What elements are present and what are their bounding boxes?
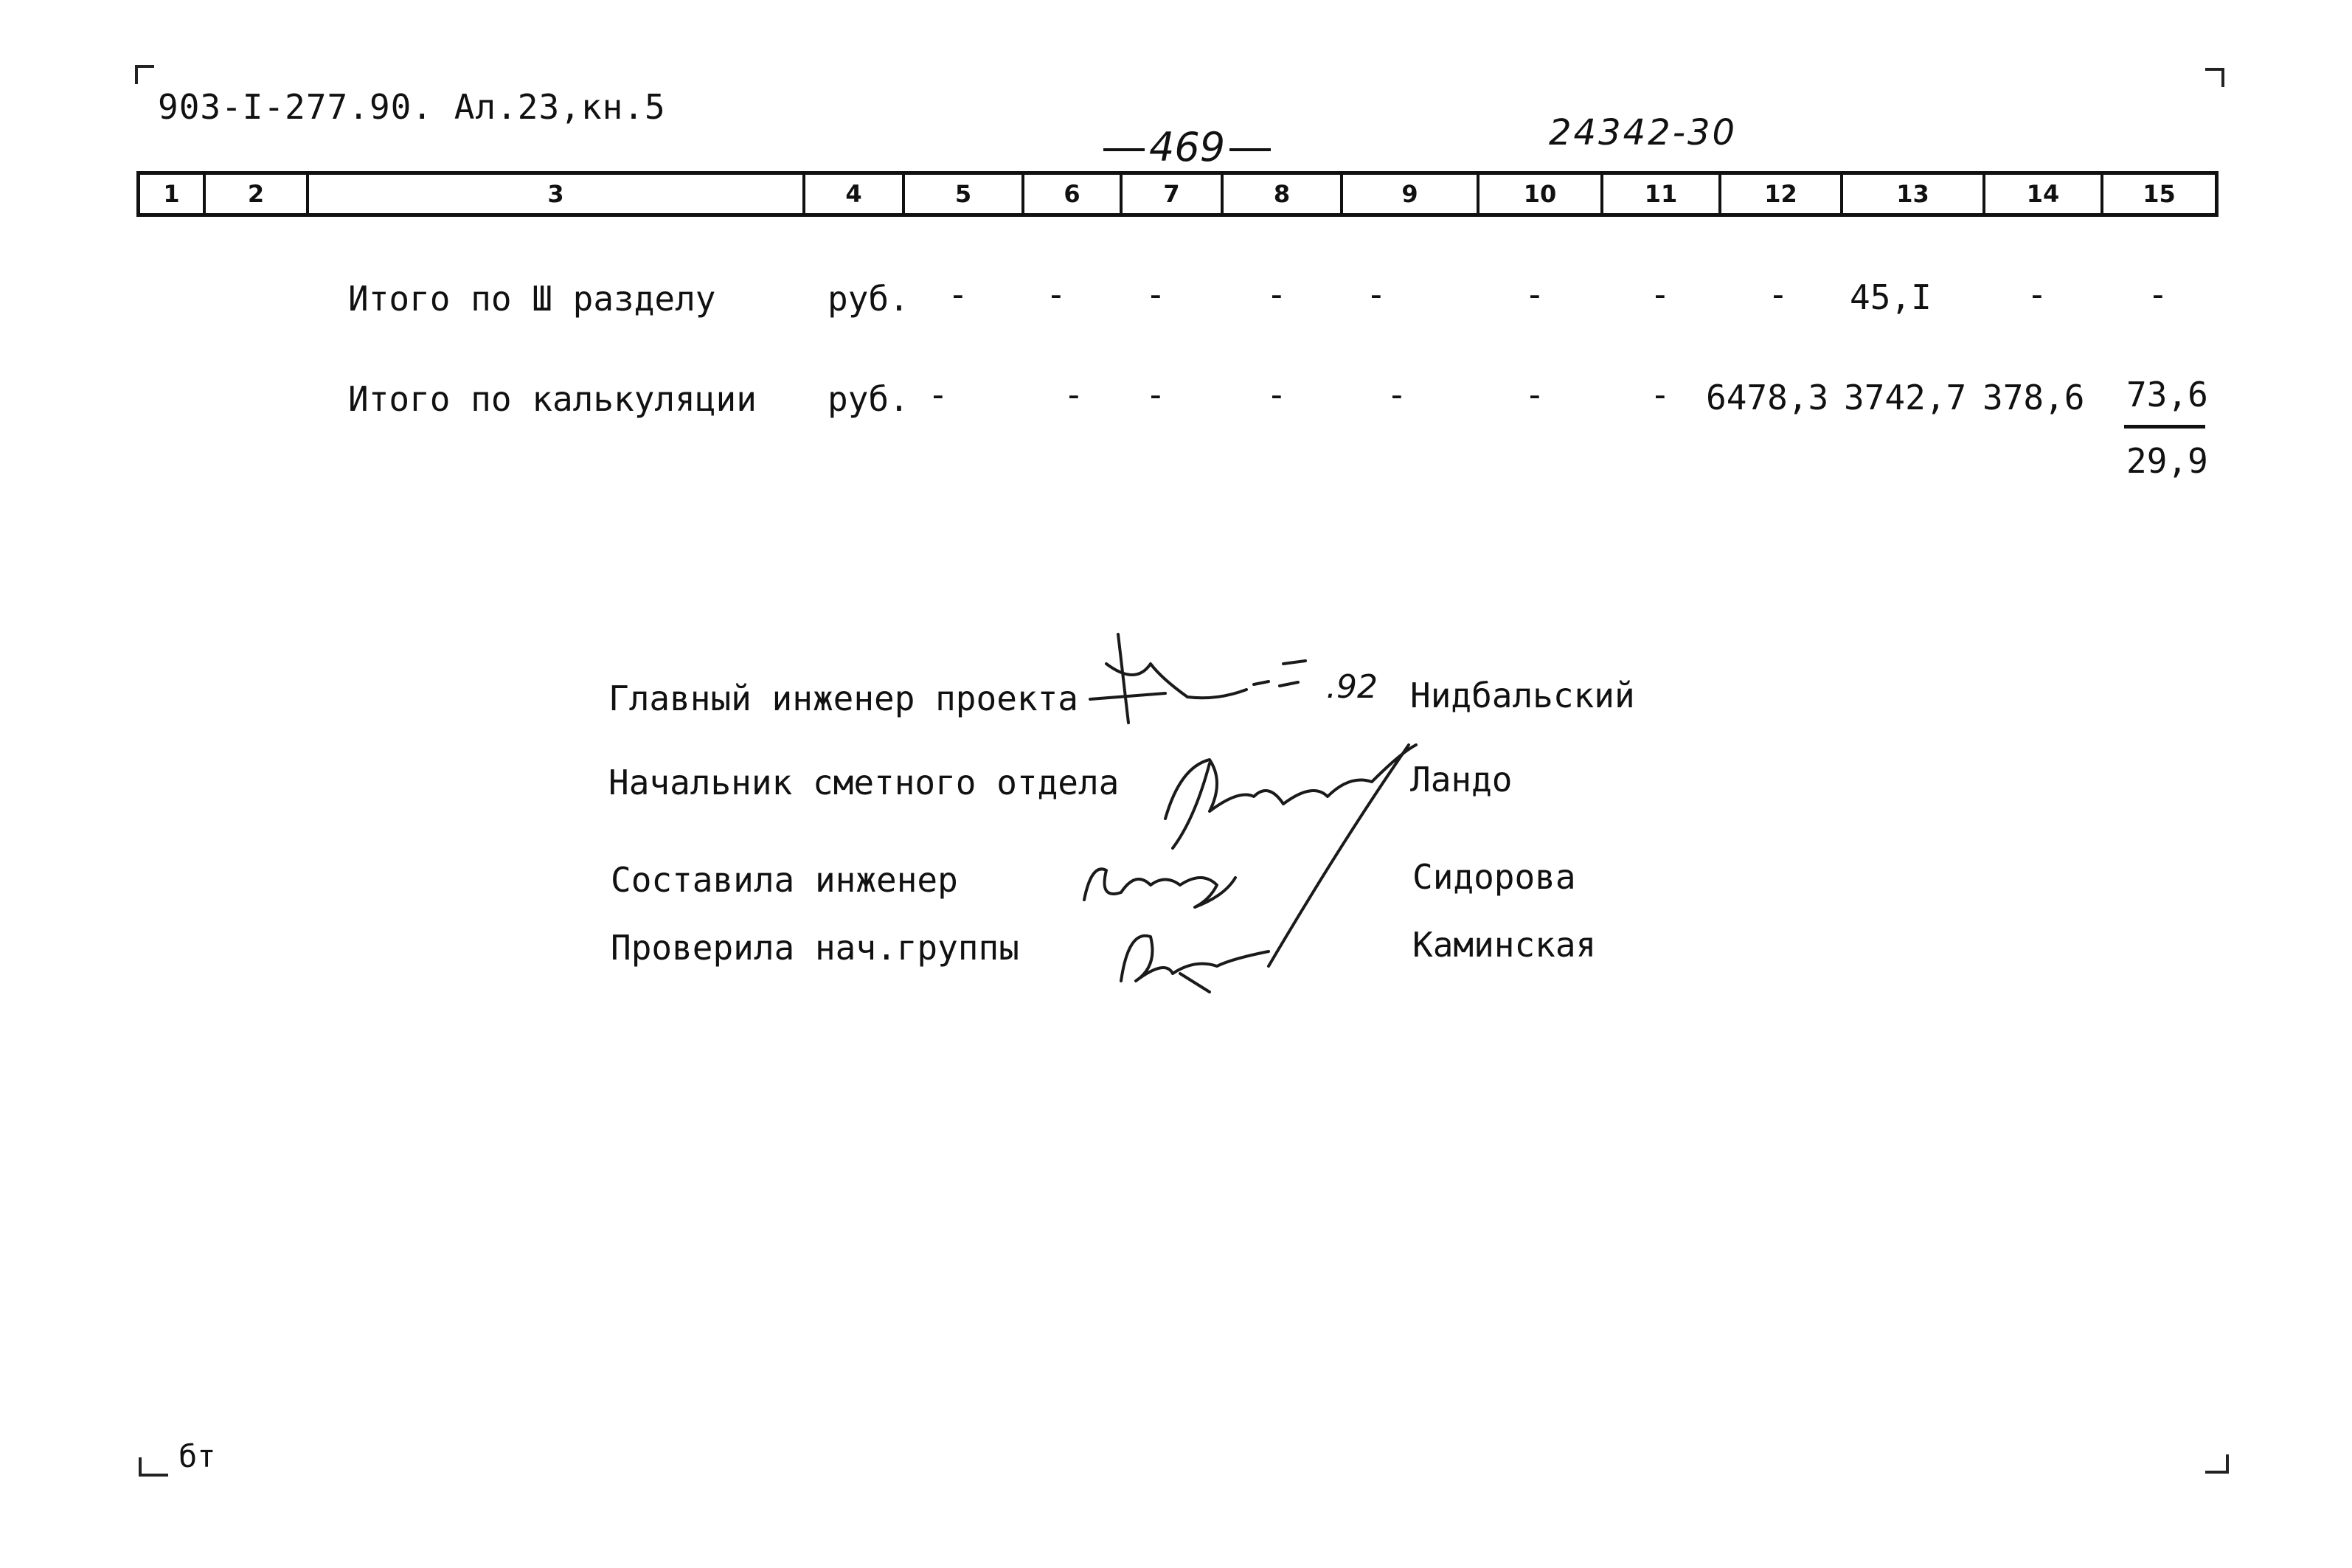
signature-name: Каминская [1412,925,1597,965]
row-unit: руб. [828,279,909,319]
value-cell: - [1266,274,1287,314]
value-cell: - [1524,375,1545,414]
value-cell: - [2027,274,2047,314]
value-cell: - [948,274,968,314]
value-cell: 3742,7 [1844,378,1967,417]
value-cell: - [928,375,948,414]
column-header: 2 [203,175,306,213]
registration-number: 24342-30 [1549,112,1738,153]
signature-role: Проверила нач.группы [611,928,1019,968]
value-cell: - [1768,274,1789,314]
column-header: 5 [902,175,1021,213]
value-cell: - [1650,274,1671,314]
value-cell: - [1145,274,1166,314]
column-header: 1 [163,180,180,208]
signature-name: Нидбальский [1410,676,1635,715]
column-header: 14 [1982,175,2101,213]
value-cell: - [1650,375,1671,414]
column-header: 3 [306,175,802,213]
signature-role: Начальник сметного отдела [608,763,1120,802]
signature-name: Ландо [1410,760,1513,799]
value-cell: - [1145,375,1166,414]
column-header: 11 [1600,175,1718,213]
column-header: 9 [1340,175,1477,213]
row-label: Итого по калькуляции [348,379,757,419]
signature-name: Сидорова [1412,857,1576,897]
column-header: 13 [1840,175,1982,213]
value-cell: 378,6 [1982,378,2085,417]
signature-role: Составила инженер [611,860,958,900]
value-cell: - [1046,274,1066,314]
value-cell: - [1387,375,1407,414]
value-cell: 73,6 [2126,375,2208,414]
column-header: 10 [1477,175,1600,213]
value-cell: - [1524,274,1545,314]
row-label: Итого по Ш разделу [348,279,716,319]
column-header: 12 [1718,175,1840,213]
column-header: 7 [1120,175,1221,213]
column-header: 4 [802,175,902,213]
value-cell-denominator: 29,9 [2126,441,2208,481]
value-cell: - [1266,375,1287,414]
signature-role: Главный инженер проекта [608,679,1078,718]
column-header: 15 [2101,175,2215,213]
footer-mark: бт [178,1438,216,1474]
page-number-value: 469 [1149,124,1226,170]
value-cell: - [1366,274,1387,314]
value-cell: 45,I [1850,277,1932,317]
document-code: 903-I-277.90. Ал.23,кн.5 [158,87,666,127]
signature-date-mark: .92 [1326,668,1378,706]
value-cell: - [1064,375,1084,414]
row-unit: руб. [828,379,909,419]
value-cell: 6478,3 [1706,378,1829,417]
column-header: 6 [1021,175,1120,213]
value-cell: - [2148,274,2168,314]
column-header: 8 [1221,175,1340,213]
